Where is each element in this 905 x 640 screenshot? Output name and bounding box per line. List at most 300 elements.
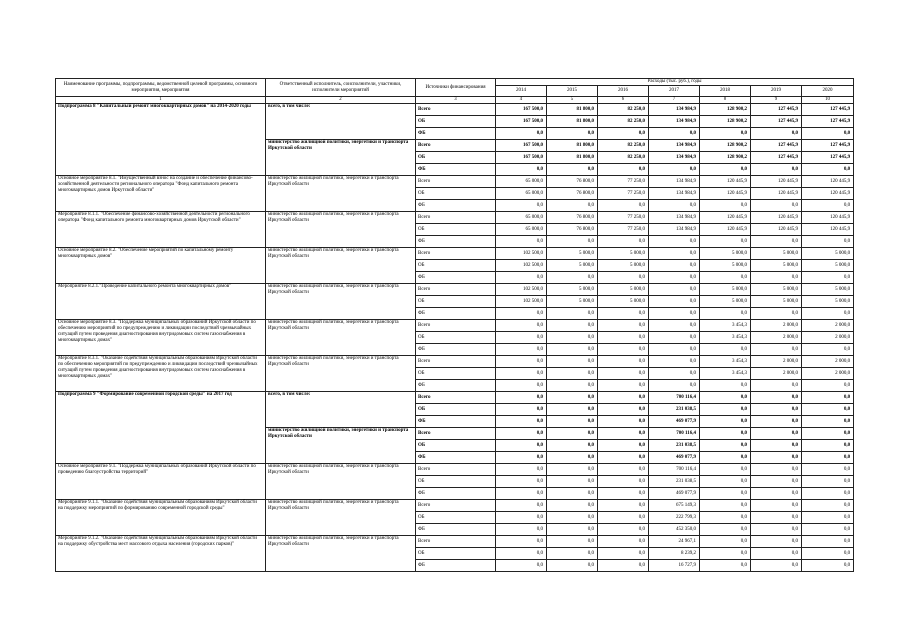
expense-value: 0,0 (547, 128, 598, 140)
expense-value: 0,0 (598, 416, 649, 428)
expense-value: 0,0 (649, 332, 700, 344)
funding-source: Всего (416, 392, 496, 404)
expense-value: 0,0 (700, 164, 751, 176)
expense-value: 0,0 (802, 464, 854, 476)
expense-value: 0,0 (598, 368, 649, 380)
program-name: Мероприятие 8.2.1."Проведение капитального ремонта многоквартирных домов" (56, 284, 266, 320)
expense-value: 0,0 (496, 560, 547, 572)
program-name: Основное мероприятие 8.3. "Поддержка муниципальных образований Иркутской области по обеспечению мероприятий по предупреждению и ликвидации последствий чрезвычайных ситуаций путем проведения диагностирования внутридомовых систем газоснабжения в многоквартирных домах" (56, 320, 266, 356)
expense-value: 0,0 (700, 548, 751, 560)
expense-value: 0,0 (802, 524, 854, 536)
program-name: Основное мероприятие 9.1. "Поддержка муниципальных образований Иркутской области по проведению благоустройства территорий" (56, 464, 266, 500)
funding-source: ФБ (416, 200, 496, 212)
funding-source: Всего (416, 248, 496, 260)
expense-value: 16 727,9 (649, 560, 700, 572)
expense-value: 0,0 (496, 440, 547, 452)
expense-value: 134 984,9 (649, 176, 700, 188)
expense-value: 0,0 (598, 200, 649, 212)
funding-source: ФБ (416, 380, 496, 392)
expense-value: 0,0 (700, 272, 751, 284)
expense-value: 0,0 (802, 308, 854, 320)
expense-value: 120 445,9 (751, 224, 802, 236)
executor-name: министерство жилищной политики, энергетики и транспорта Иркутской области (266, 284, 416, 320)
expense-value: 2 000,0 (802, 332, 854, 344)
expense-value: 81 800,0 (547, 152, 598, 164)
expense-value: 76 800,0 (547, 176, 598, 188)
expense-value: 102 500,0 (496, 296, 547, 308)
expense-value: 0,0 (802, 416, 854, 428)
expense-value: 0,0 (598, 236, 649, 248)
expense-value: 134 984,9 (649, 116, 700, 128)
expense-value: 0,0 (547, 560, 598, 572)
expense-value: 5 000,0 (751, 248, 802, 260)
expense-value: 0,0 (496, 524, 547, 536)
executor-name: всего, в том числе: (266, 392, 416, 428)
expense-value: 0,0 (751, 404, 802, 416)
expense-value: 0,0 (649, 344, 700, 356)
expense-value: 5 000,0 (598, 260, 649, 272)
expense-value: 0,0 (649, 308, 700, 320)
expense-value: 0,0 (700, 308, 751, 320)
expense-value: 0,0 (649, 164, 700, 176)
expense-value: 0,0 (496, 416, 547, 428)
expense-value: 5 000,0 (700, 260, 751, 272)
expense-value: 0,0 (598, 452, 649, 464)
expense-value: 0,0 (496, 512, 547, 524)
expense-value: 120 445,9 (751, 212, 802, 224)
funding-source: Всего (416, 500, 496, 512)
table-row (56, 392, 854, 404)
expense-value: 127 445,9 (751, 152, 802, 164)
header-program: Наименование программы, подпрограммы, ведомственной целевой программы, основного мероприятия, мероприятия (56, 79, 266, 97)
expense-value: 0,0 (598, 476, 649, 488)
expense-value: 0,0 (547, 464, 598, 476)
expense-value: 0,0 (802, 440, 854, 452)
expense-value: 0,0 (598, 548, 649, 560)
table-row (56, 464, 854, 476)
executor-name: министерство жилищной политики, энергетики и транспорта Иркутской области (266, 500, 416, 536)
financing-table (55, 78, 854, 572)
funding-source: ФБ (416, 560, 496, 572)
expense-value: 0,0 (751, 236, 802, 248)
expense-value: 0,0 (802, 272, 854, 284)
expense-value: 0,0 (649, 248, 700, 260)
column-index: 6 (598, 97, 649, 104)
table-row (56, 104, 854, 116)
expense-value: 0,0 (496, 200, 547, 212)
expense-value: 0,0 (802, 344, 854, 356)
expense-value: 128 900,2 (700, 140, 751, 152)
expense-value: 0,0 (700, 428, 751, 440)
expense-value: 24 967,1 (649, 536, 700, 548)
expense-value: 0,0 (496, 452, 547, 464)
executor-name: министерство жилищной политики, энергетики и транспорта Иркутской области (266, 176, 416, 212)
expense-value: 0,0 (496, 476, 547, 488)
expense-value: 0,0 (751, 512, 802, 524)
year-header: 2018 (700, 86, 751, 97)
column-index: 4 (496, 97, 547, 104)
expense-value: 0,0 (547, 500, 598, 512)
expense-value: 0,0 (547, 356, 598, 368)
expense-value: 0,0 (700, 392, 751, 404)
executor-name: всего, в том числе: (266, 104, 416, 140)
expense-value: 5 000,0 (547, 260, 598, 272)
expense-value: 65 000,0 (496, 176, 547, 188)
column-index: 5 (547, 97, 598, 104)
expense-value: 120 445,9 (802, 212, 854, 224)
funding-source: Всего (416, 212, 496, 224)
table-row (56, 248, 854, 260)
expense-value: 0,0 (598, 392, 649, 404)
header-expenses: Расходы (тыс. руб.), годы (496, 79, 854, 86)
expense-value: 0,0 (700, 200, 751, 212)
funding-source: Всего (416, 140, 496, 152)
expense-value: 0,0 (547, 380, 598, 392)
expense-value: 0,0 (598, 332, 649, 344)
funding-source: ФБ (416, 488, 496, 500)
expense-value: 0,0 (496, 320, 547, 332)
expense-value: 82 250,0 (598, 104, 649, 116)
expense-value: 127 445,9 (802, 116, 854, 128)
expense-value: 0,0 (802, 452, 854, 464)
expense-value: 0,0 (751, 380, 802, 392)
expense-value: 0,0 (700, 380, 751, 392)
expense-value: 0,0 (496, 464, 547, 476)
expense-value: 0,0 (802, 548, 854, 560)
expense-value: 0,0 (496, 488, 547, 500)
expense-value: 0,0 (547, 404, 598, 416)
expense-value: 0,0 (700, 512, 751, 524)
expense-value: 0,0 (547, 272, 598, 284)
table-row (56, 320, 854, 332)
expense-value: 700 116,4 (649, 428, 700, 440)
expense-value: 5 000,0 (547, 284, 598, 296)
financing-table-sheet (55, 78, 853, 572)
funding-source: ФБ (416, 128, 496, 140)
expense-value: 65 000,0 (496, 188, 547, 200)
expense-value: 0,0 (547, 536, 598, 548)
expense-value: 0,0 (700, 440, 751, 452)
expense-value: 0,0 (700, 416, 751, 428)
expense-value: 77 250,0 (598, 176, 649, 188)
expense-value: 102 500,0 (496, 260, 547, 272)
expense-value: 0,0 (700, 404, 751, 416)
funding-source: Всего (416, 428, 496, 440)
expense-value: 0,0 (598, 536, 649, 548)
header-executor: Ответственный исполнитель, соисполнители, участники, исполнители мероприятий (266, 79, 416, 97)
funding-source: ФБ (416, 524, 496, 536)
funding-source: ФБ (416, 164, 496, 176)
expense-value: 3 454,3 (700, 356, 751, 368)
funding-source: ОБ (416, 296, 496, 308)
expense-value: 167 500,0 (496, 104, 547, 116)
expense-value: 0,0 (649, 260, 700, 272)
expense-value: 0,0 (649, 368, 700, 380)
executor-name: министерство жилищной политики, энергетики и транспорта Иркутской области (266, 356, 416, 392)
expense-value: 5 000,0 (751, 296, 802, 308)
expense-value: 0,0 (547, 428, 598, 440)
expense-value: 469 077,9 (649, 452, 700, 464)
expense-value: 700 116,4 (649, 392, 700, 404)
expense-value: 0,0 (751, 428, 802, 440)
expense-value: 0,0 (700, 560, 751, 572)
program-name: Подпрограмма 9 "Формирование современной городской среды" на 2017 год (56, 392, 266, 464)
expense-value: 231 038,5 (649, 404, 700, 416)
expense-value: 81 800,0 (547, 116, 598, 128)
year-header: 2019 (751, 86, 802, 97)
expense-value: 0,0 (598, 320, 649, 332)
funding-source: ОБ (416, 116, 496, 128)
year-header: 2016 (598, 86, 649, 97)
expense-value: 0,0 (802, 164, 854, 176)
expense-value: 0,0 (700, 128, 751, 140)
expense-value: 0,0 (649, 284, 700, 296)
expense-value: 0,0 (751, 452, 802, 464)
expense-value: 0,0 (802, 476, 854, 488)
expense-value: 0,0 (751, 548, 802, 560)
expense-value: 231 038,5 (649, 440, 700, 452)
expense-value: 0,0 (751, 308, 802, 320)
funding-source: ФБ (416, 344, 496, 356)
expense-value: 134 984,9 (649, 104, 700, 116)
expense-value: 0,0 (547, 416, 598, 428)
funding-source: Всего (416, 356, 496, 368)
executor-name: министерство жилищной политики, энергетики и транспорта Иркутской области (266, 320, 416, 356)
program-name: Мероприятие 8.3.1. "Оказание содействия муниципальным образованиям Иркутской области по обеспечению мероприятий по предупреждению и ликвидации последствий чрезвычайных ситуаций путем проведения диагностирования внутридомовых систем газоснабжения в многоквартирных домах" (56, 356, 266, 392)
expense-value: 0,0 (700, 524, 751, 536)
expense-value: 0,0 (598, 440, 649, 452)
expense-value: 0,0 (496, 548, 547, 560)
expense-value: 0,0 (598, 524, 649, 536)
executor-name: министерство жилищной политики, энергетики и транспорта Иркутской области (266, 428, 416, 464)
expense-value: 120 445,9 (802, 224, 854, 236)
expense-value: 0,0 (751, 536, 802, 548)
expense-value: 0,0 (598, 404, 649, 416)
funding-source: ОБ (416, 512, 496, 524)
expense-value: 0,0 (700, 452, 751, 464)
executor-name: министерство жилищной политики, энергетики и транспорта Иркутской области (266, 212, 416, 248)
expense-value: 0,0 (547, 308, 598, 320)
expense-value: 127 445,9 (751, 140, 802, 152)
executor-name: министерство жилищной политики, энергетики и транспорта Иркутской области (266, 140, 416, 176)
expense-value: 0,0 (751, 392, 802, 404)
executor-name: министерство жилищной политики, энергетики и транспорта Иркутской области (266, 464, 416, 500)
funding-source: ФБ (416, 236, 496, 248)
expense-value: 0,0 (649, 236, 700, 248)
column-index: 2 (266, 97, 416, 104)
expense-value: 0,0 (547, 488, 598, 500)
expense-value: 0,0 (598, 272, 649, 284)
year-header: 2014 (496, 86, 547, 97)
expense-value: 5 000,0 (802, 248, 854, 260)
expense-value: 120 445,9 (802, 176, 854, 188)
expense-value: 0,0 (598, 356, 649, 368)
expense-value: 65 000,0 (496, 212, 547, 224)
expense-value: 82 250,0 (598, 116, 649, 128)
expense-value: 0,0 (496, 500, 547, 512)
expense-value: 700 116,4 (649, 464, 700, 476)
expense-value: 2 000,0 (802, 320, 854, 332)
expense-value: 2 000,0 (751, 320, 802, 332)
expense-value: 5 000,0 (598, 284, 649, 296)
expense-value: 120 445,9 (700, 212, 751, 224)
expense-value: 120 445,9 (751, 176, 802, 188)
expense-value: 0,0 (547, 476, 598, 488)
expense-value: 76 800,0 (547, 188, 598, 200)
expense-value: 0,0 (598, 380, 649, 392)
expense-value: 2 000,0 (751, 368, 802, 380)
expense-value: 134 984,9 (649, 224, 700, 236)
expense-value: 134 984,9 (649, 188, 700, 200)
expense-value: 0,0 (751, 272, 802, 284)
expense-value: 81 800,0 (547, 104, 598, 116)
expense-value: 5 000,0 (802, 260, 854, 272)
expense-value: 0,0 (751, 500, 802, 512)
expense-value: 127 445,9 (751, 116, 802, 128)
expense-value: 0,0 (598, 164, 649, 176)
executor-name: министерство жилищной политики, энергетики и транспорта Иркутской области (266, 536, 416, 572)
expense-value: 5 000,0 (700, 248, 751, 260)
expense-value: 0,0 (496, 164, 547, 176)
funding-source: ФБ (416, 272, 496, 284)
expense-value: 0,0 (496, 128, 547, 140)
expense-value: 0,0 (802, 536, 854, 548)
expense-value: 0,0 (598, 512, 649, 524)
expense-value: 0,0 (598, 344, 649, 356)
expense-value: 0,0 (598, 128, 649, 140)
expense-value: 0,0 (649, 356, 700, 368)
expense-value: 0,0 (649, 272, 700, 284)
program-name: Мероприятие 8.1.1. "Обеспечение финансово-хозяйственной деятельности регионального оператора "Фонд капитального ремонта многоквартирных домов Иркутской области" (56, 212, 266, 248)
expense-value: 5 000,0 (751, 260, 802, 272)
expense-value: 5 000,0 (700, 296, 751, 308)
expense-value: 0,0 (547, 368, 598, 380)
expense-value: 82 250,0 (598, 152, 649, 164)
expense-value: 0,0 (802, 500, 854, 512)
expense-value: 127 445,9 (751, 104, 802, 116)
expense-value: 0,0 (802, 488, 854, 500)
funding-source: ОБ (416, 404, 496, 416)
expense-value: 0,0 (547, 236, 598, 248)
funding-source: Всего (416, 284, 496, 296)
expense-value: 167 500,0 (496, 116, 547, 128)
expense-value: 0,0 (496, 332, 547, 344)
expense-value: 0,0 (496, 272, 547, 284)
expense-value: 134 984,9 (649, 152, 700, 164)
expense-value: 0,0 (802, 512, 854, 524)
expense-value: 167 500,0 (496, 152, 547, 164)
program-name: Мероприятие 9.1.1. "Оказание содействия муниципальным образованиям Иркутской области на поддержку мероприятий по формированию современной городской среды" (56, 500, 266, 536)
expense-value: 0,0 (751, 488, 802, 500)
expense-value: 0,0 (496, 428, 547, 440)
expense-value: 5 000,0 (547, 248, 598, 260)
program-name: Основное мероприятие 8.1. "Имущественный взнос на создание и обеспечение финансово-хозяйственной деятельности регионального оператора "Фонд капитального ремонта многоквартирных домов Иркутской области" (56, 176, 266, 212)
executor-name: министерство жилищной политики, энергетики и транспорта Иркутской области (266, 248, 416, 284)
expense-value: 0,0 (751, 464, 802, 476)
expense-value: 0,0 (496, 392, 547, 404)
expense-value: 5 000,0 (802, 296, 854, 308)
expense-value: 167 500,0 (496, 140, 547, 152)
expense-value: 0,0 (496, 380, 547, 392)
expense-value: 675 149,3 (649, 500, 700, 512)
expense-value: 120 445,9 (700, 188, 751, 200)
expense-value: 0,0 (496, 344, 547, 356)
expense-value: 0,0 (649, 296, 700, 308)
index-row (56, 97, 854, 104)
funding-source: Всего (416, 176, 496, 188)
expense-value: 0,0 (547, 548, 598, 560)
expense-value: 0,0 (700, 536, 751, 548)
expense-value: 452 350,0 (649, 524, 700, 536)
expense-value: 0,0 (700, 476, 751, 488)
expense-value: 0,0 (751, 560, 802, 572)
expense-value: 120 445,9 (700, 176, 751, 188)
expense-value: 0,0 (547, 332, 598, 344)
expense-value: 0,0 (496, 356, 547, 368)
program-name: Основное мероприятие 8.2. "Обеспечение мероприятий по капитальному ремонту многоквартирных домов" (56, 248, 266, 284)
funding-source: ОБ (416, 152, 496, 164)
expense-value: 0,0 (751, 524, 802, 536)
expense-value: 5 000,0 (700, 284, 751, 296)
expense-value: 0,0 (751, 440, 802, 452)
expense-value: 0,0 (802, 404, 854, 416)
funding-source: Всего (416, 104, 496, 116)
column-index: 7 (649, 97, 700, 104)
funding-source: ОБ (416, 476, 496, 488)
expense-value: 0,0 (496, 536, 547, 548)
expense-value: 102 500,0 (496, 284, 547, 296)
expense-value: 0,0 (598, 488, 649, 500)
expense-value: 0,0 (751, 476, 802, 488)
expense-value: 469 077,9 (649, 488, 700, 500)
expense-value: 0,0 (496, 308, 547, 320)
expense-value: 0,0 (598, 428, 649, 440)
expense-value: 0,0 (598, 560, 649, 572)
expense-value: 8 239,2 (649, 548, 700, 560)
table-row (56, 176, 854, 188)
expense-value: 0,0 (751, 416, 802, 428)
expense-value: 0,0 (547, 344, 598, 356)
expense-value: 0,0 (802, 428, 854, 440)
expense-value: 0,0 (802, 392, 854, 404)
header-source: Источники финансирования (416, 79, 496, 97)
table-row (56, 284, 854, 296)
expense-value: 128 900,2 (700, 104, 751, 116)
funding-source: ФБ (416, 308, 496, 320)
expense-value: 0,0 (649, 320, 700, 332)
expense-value: 0,0 (649, 128, 700, 140)
funding-source: ОБ (416, 440, 496, 452)
column-index: 8 (700, 97, 751, 104)
expense-value: 231 038,5 (649, 476, 700, 488)
expense-value: 469 077,9 (649, 416, 700, 428)
expense-value: 0,0 (700, 488, 751, 500)
expense-value: 0,0 (649, 380, 700, 392)
expense-value: 0,0 (547, 392, 598, 404)
expense-value: 0,0 (802, 560, 854, 572)
expense-value: 134 984,9 (649, 140, 700, 152)
expense-value: 0,0 (547, 440, 598, 452)
column-index: 3 (416, 97, 496, 104)
expense-value: 0,0 (547, 452, 598, 464)
expense-value: 0,0 (751, 344, 802, 356)
expense-value: 0,0 (700, 500, 751, 512)
funding-source: Всего (416, 536, 496, 548)
funding-source: ФБ (416, 416, 496, 428)
table-row (56, 500, 854, 512)
column-index: 10 (802, 97, 854, 104)
expense-value: 127 445,9 (802, 152, 854, 164)
